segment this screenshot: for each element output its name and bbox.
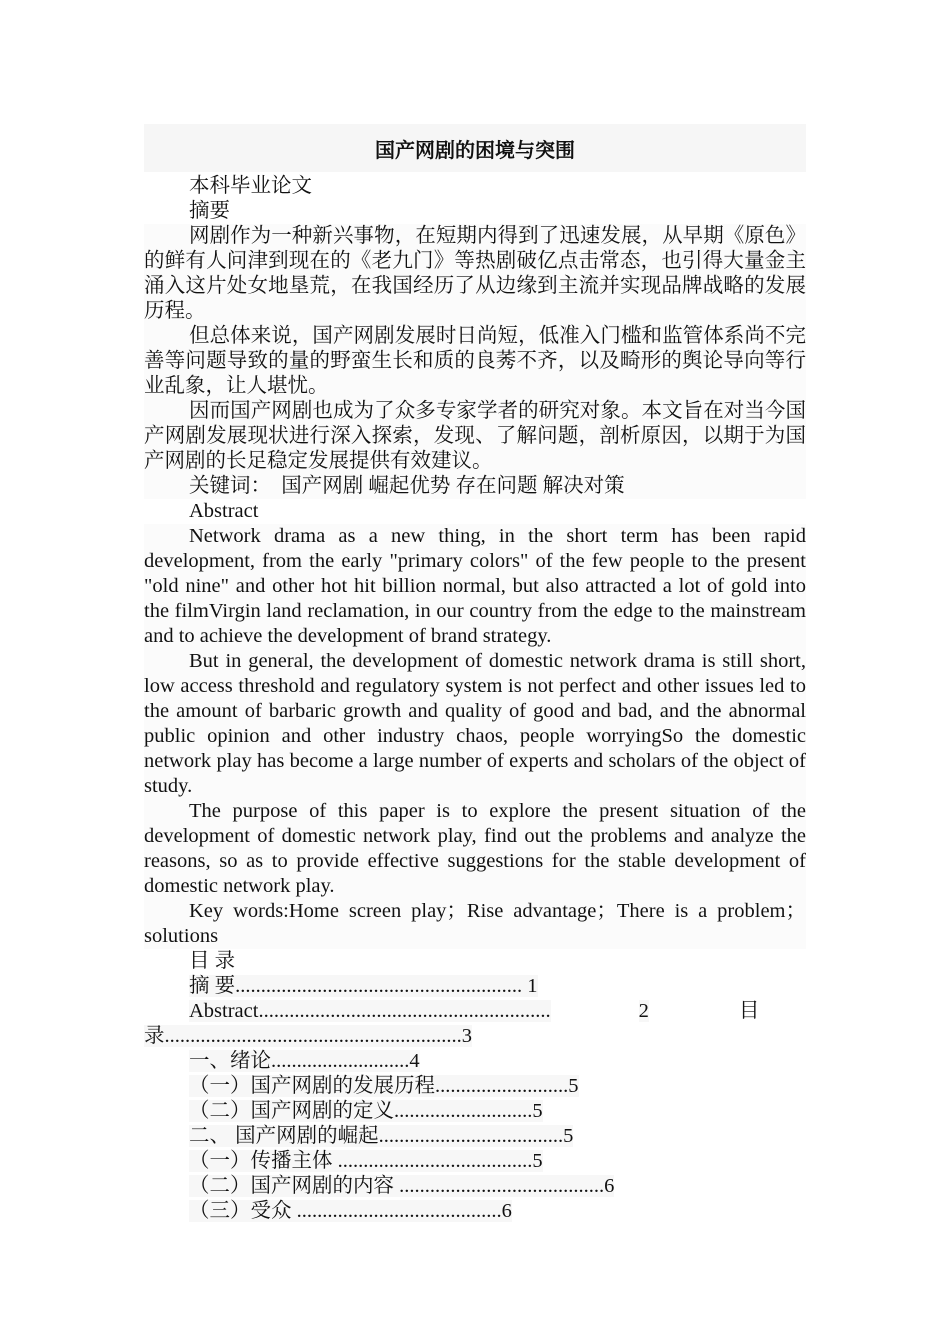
toc-entry-2-3[interactable] [144,1199,806,1224]
toc-entry-2-3-text: （三）受众 ........................................6 [189,1200,512,1222]
toc-entry-zhaiyao-text: 摘 要........................................................ 1 [189,975,538,997]
toc-heading: 目 录 [189,950,236,972]
toc-entry-1-text: 一、绪论...........................4 [189,1050,420,1072]
toc-entry-mulu-text: 录..........................................................3 [144,1025,472,1047]
document-title: 国产网剧的困境与突围 [144,124,806,172]
abstract-en-paragraph-2: But in general, the development of domestic network drama is still short, low access threshold and regulatory system is not perfect and other issues led to the amount of barbaric growth and quality of good and bad, and the abnormal public opinion and other industry chaos, people worryingSo the domestic network play has become a large number of experts and scholars of the object of study. [144,650,806,797]
toc-entry-1[interactable] [144,1049,806,1074]
document-page [144,124,806,1224]
thesis-label: 本科毕业论文 [189,175,312,197]
toc-entry-1-2-text: （二）国产网剧的定义...........................5 [189,1100,543,1122]
toc-entry-abstract-page: 2 [638,1000,649,1022]
keywords-cn: 关键词： 国产网剧 崛起优势 存在问题 解决对策 [144,474,806,499]
toc-entry-2-2-text: （二）国产网剧的内容 ........................................6 [189,1175,615,1197]
toc-entry-2-text: 二、 国产网剧的崛起....................................5 [189,1125,574,1147]
toc-entry-2-1-text: （一）传播主体 ......................................5 [189,1150,543,1172]
toc-entry-2-2[interactable] [144,1174,806,1199]
abstract-cn-paragraph-3: 因而国产网剧也成为了众多专家学者的研究对象。本文旨在对当今国产网剧发展现状进行深入探索，发现、了解问题，剖析原因，以期于为国产网剧的长足稳定发展提供有效建议。 [144,400,806,472]
abstract-cn-heading: 摘要 [189,200,230,222]
abstract-en-paragraph-1: Network drama as a new thing, in the short term has been rapid development, from the early "primary colors" of the few people to the present "old nine" and other hot hit billion normal, but also attracted a lot of gold into the filmVirgin land reclamation, in our country from the edge to the mainstream and to achieve the development of brand strategy. [144,525,806,647]
toc-entry-1-2[interactable] [144,1099,806,1124]
abstract-en-paragraph-3: The purpose of this paper is to explore the present situation of the development of domestic network play, find out the problems and analyze the reasons, so as to provide effective suggestions for the stable development of domestic network play. [144,800,806,897]
abstract-en-heading: Abstract [189,500,259,522]
toc-entry-1-1[interactable] [144,1074,806,1099]
toc-entry-2-1[interactable] [144,1149,806,1174]
toc-entry-abstract[interactable] [144,999,806,1024]
toc-entry-zhaiyao[interactable] [144,974,806,999]
abstract-cn-paragraph-2: 但总体来说，国产网剧发展时日尚短，低准入门槛和监管体系尚不完善等问题导致的量的野蛮生长和质的良莠不齐，以及畸形的舆论导向等行业乱象，让人堪忧。 [144,325,806,397]
keywords-en: Key words:Home screen play；Rise advantage；There is a problem；solutions [144,900,806,947]
toc-entry-mulu[interactable] [144,1024,806,1049]
abstract-cn-paragraph-1: 网剧作为一种新兴事物，在短期内得到了迅速发展，从早期《原色》的鲜有人问津到现在的《老九门》等热剧破亿点击常态，也引得大量金主涌入这片处女地垦荒，在我国经历了从边缘到主流并实现品牌战略的发展历程。 [144,225,806,322]
toc-entry-mulu-start: 目 [738,1000,760,1022]
toc-entry-1-1-text: （一）国产网剧的发展历程..........................5 [189,1075,579,1097]
toc-entry-2[interactable] [144,1124,806,1149]
toc-entry-abstract-text: Abstract......................................................... [189,1000,551,1022]
